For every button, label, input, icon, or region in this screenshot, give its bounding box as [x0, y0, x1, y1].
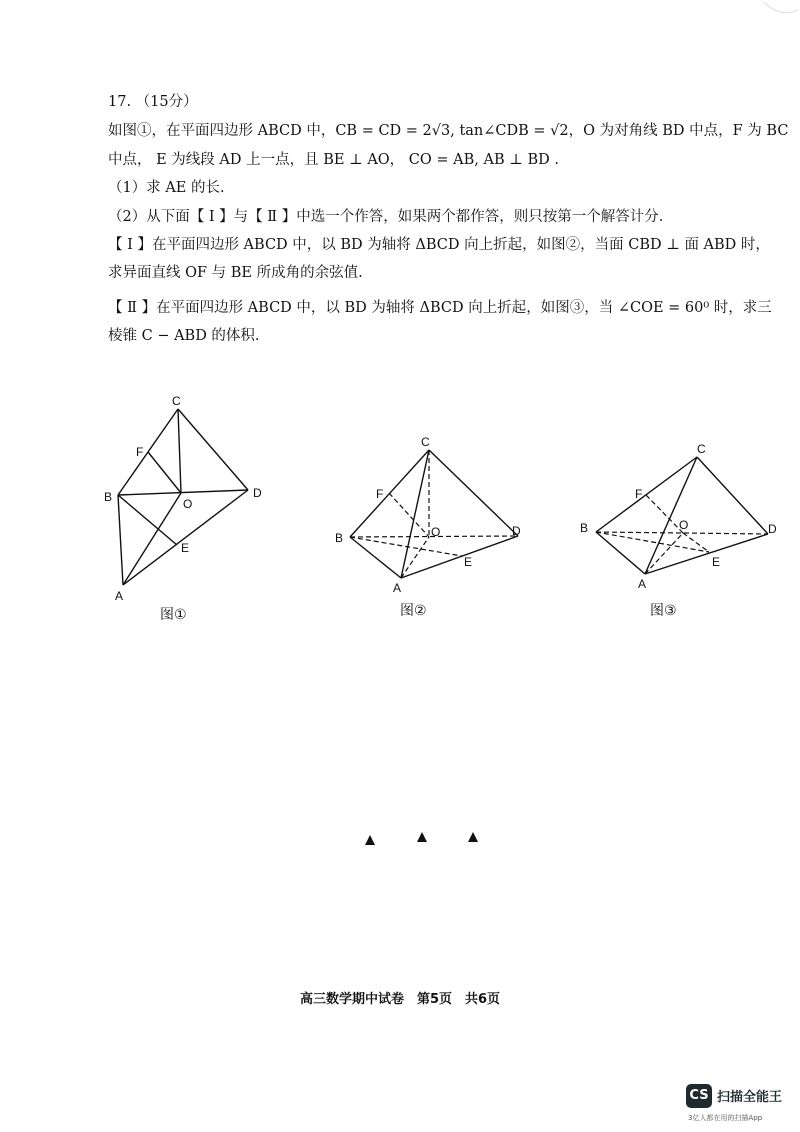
end-mark-triangle — [365, 835, 375, 845]
fig3-label-e: E — [712, 555, 721, 569]
figure-3-solid-lines — [596, 457, 768, 574]
question-line-6: 求异面直线 OF 与 BE 所成角的余弦值. — [108, 265, 363, 282]
question-line-7: 【 Ⅱ 】在平面四边形 ABCD 中，以 BD 为轴将 ΔBCD 向上折起，如图③，当 ∠COE = 60⁰ 时，求三 — [108, 299, 772, 316]
question-line-3: （1）求 AE 的长. — [108, 180, 225, 197]
fig1-label-c: C — [172, 394, 181, 408]
fig3-label-a: A — [638, 577, 647, 591]
question-line-4: （2）从下面【 Ⅰ 】与【 Ⅱ 】中选一个作答，如果两个都作答，则只按第一个解答计分. — [108, 208, 664, 225]
figure-2-dashed-lines — [350, 450, 518, 578]
question-line-2: 中点， E 为线段 AD 上一点，且 BE ⊥ AO， CO = AB, AB ⊥ BD . — [108, 151, 559, 168]
fig1-label-e: E — [181, 541, 190, 555]
fig2-label-e: E — [464, 555, 473, 569]
fig1-label-d: D — [253, 486, 262, 500]
camscanner-name: 扫描全能王 — [717, 1090, 783, 1105]
end-mark-triangle — [417, 832, 427, 842]
question-line-8: 棱锥 C − ABD 的体积. — [108, 328, 260, 345]
figure-1-lines — [118, 409, 248, 585]
question-block — [108, 88, 789, 351]
figure-2-caption: 图② — [400, 603, 427, 619]
question-header: 17. （15分） — [108, 94, 198, 110]
fig3-label-o: O — [679, 518, 689, 532]
question-line-5: 【 Ⅰ 】在平面四边形 ABCD 中，以 BD 为轴将 ΔBCD 向上折起，如图②，当面 CBD ⊥ 面 ABD 时， — [108, 237, 770, 254]
fig2-label-d: D — [512, 524, 521, 538]
fig1-label-b: B — [104, 490, 113, 504]
question-line-1: 如图①，在平面四边形 ABCD 中，CB = CD = 2√3, tan∠CDB = √2，O 为对角线 BD 中点，F 为 BC — [108, 123, 789, 140]
figure-3-caption: 图③ — [650, 603, 677, 619]
fig1-label-f: F — [136, 445, 144, 459]
figure-3-dashed-lines — [596, 495, 768, 574]
fig2-label-b: B — [335, 531, 344, 545]
fig2-label-f: F — [376, 487, 384, 501]
page-corner-decoration — [760, 0, 800, 20]
figure-2-solid-lines — [350, 450, 518, 578]
fig1-label-a: A — [115, 589, 124, 603]
fig2-label-o: O — [431, 525, 441, 539]
figure-1-caption: 图① — [160, 607, 187, 623]
camscanner-tagline: 3亿人都在用的扫描App — [688, 1114, 763, 1122]
end-mark-triangle — [468, 832, 478, 842]
fig2-label-c: C — [421, 435, 430, 449]
fig2-label-a: A — [393, 581, 402, 595]
fig3-label-b: B — [580, 521, 589, 535]
fig3-label-c: C — [697, 442, 706, 456]
page-footer: 高三数学期中试卷 第5页 共6页 — [299, 992, 501, 1007]
camscanner-logo: CS — [686, 1084, 712, 1108]
fig3-label-f: F — [635, 487, 643, 501]
fig1-label-o: O — [183, 497, 193, 511]
fig3-label-d: D — [768, 522, 777, 536]
